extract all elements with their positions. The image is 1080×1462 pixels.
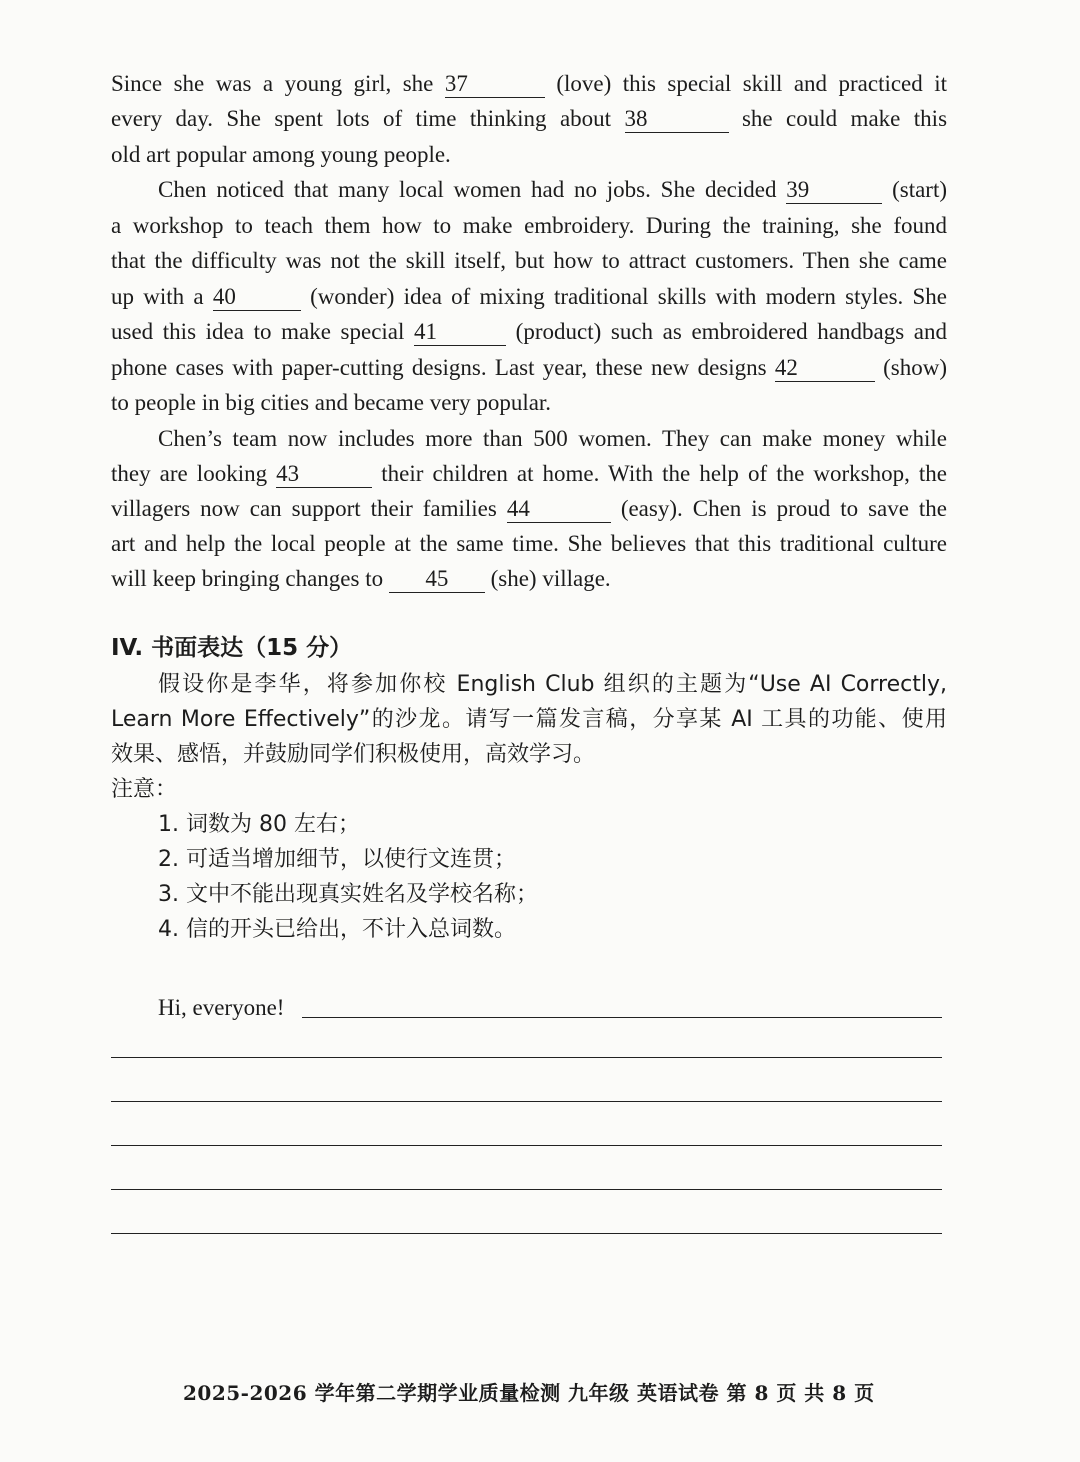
passage-line-8: [111, 317, 947, 347]
passage-line-6: that the difficulty was not the skill itself, but how to attract customers. Then she came: [111, 248, 947, 273]
passage-line-4: [158, 175, 947, 205]
passage-line-9: [111, 353, 947, 383]
writing-line[interactable]: [111, 1233, 942, 1234]
text: (wonder) idea of mixing traditional skills with modern styles. She: [310, 284, 948, 309]
blank-39: 39: [786, 177, 882, 204]
section-title: IV. 书面表达（15 分）: [111, 635, 353, 661]
passage-line-5: a workshop to teach them how to make embroidery. During the training, she found: [111, 213, 947, 238]
text: phone cases with paper-cutting designs. Last year, these new designs: [111, 355, 767, 380]
text: she could make this: [741, 106, 948, 131]
text: every day. She spent lots of time thinking about: [111, 106, 612, 131]
writing-line[interactable]: [111, 1057, 942, 1058]
text: used this idea to make special: [111, 319, 405, 344]
note-item: 1. 词数为 80 左右；: [158, 812, 360, 837]
writing-line[interactable]: [111, 1145, 942, 1146]
text: (show): [883, 355, 948, 380]
blank-37: 37: [445, 71, 545, 98]
text: (she) village.: [490, 566, 611, 591]
note-item: 4. 信的开头已给出，不计入总词数。: [158, 917, 516, 942]
passage-line-3: old art popular among young people.: [111, 142, 451, 167]
text: Chen noticed that many local women had no jobs. She decided: [158, 177, 777, 202]
greeting: Hi, everyone!: [158, 995, 285, 1020]
passage-line-2: [111, 104, 947, 134]
page-footer: 2025-2026 学年第二学期学业质量检测 九年级 英语试卷 第 8 页 共 8 页: [183, 1381, 875, 1405]
blank-45: 45: [389, 566, 485, 593]
note-label: 注意：: [111, 777, 178, 802]
passage-line-10: to people in big cities and became very popular.: [111, 390, 552, 415]
text: (love) this special skill and practiced it: [556, 71, 948, 96]
passage-line-12: [111, 459, 947, 489]
text: (start): [892, 177, 947, 202]
text: villagers now can support their families: [111, 496, 497, 521]
text: (product) such as embroidered handbags and: [515, 319, 948, 344]
text: (easy). Chen is proud to save the: [620, 496, 948, 521]
writing-line[interactable]: [111, 1101, 942, 1102]
passage-line-1: [111, 69, 947, 99]
blank-42: 42: [775, 355, 875, 382]
blank-40: 40: [213, 284, 301, 311]
text: up with a: [111, 284, 204, 309]
passage-line-11: Chen’s team now includes more than 500 women. They can make money while: [158, 426, 947, 451]
text: they are looking: [111, 461, 268, 486]
prompt-line-2: Learn More Effectively”的沙龙。请写一篇发言稿，分享某 AI 工具的功能、使用: [111, 707, 947, 732]
text: their children at home. With the help of the workshop, the: [381, 461, 948, 486]
prompt-line-1: 假设你是李华，将参加你校 English Club 组织的主题为“Use AI Correctly,: [158, 672, 947, 697]
text: will keep bringing changes to: [111, 566, 384, 591]
note-item: 3. 文中不能出现真实姓名及学校名称；: [158, 882, 538, 907]
prompt-line-3: 效果、感悟，并鼓励同学们积极使用，高效学习。: [111, 742, 596, 767]
text: Since she was a young girl, she: [111, 71, 434, 96]
blank-41: 41: [414, 319, 506, 346]
blank-44: 44: [507, 496, 611, 523]
passage-line-7: [111, 282, 947, 312]
blank-43: 43: [276, 461, 372, 488]
passage-line-13: [111, 494, 947, 524]
note-item: 2. 可适当增加细节，以使行文连贯；: [158, 847, 516, 872]
passage-line-14: art and help the local people at the same time. She believes that this traditional culture: [111, 531, 947, 556]
passage-line-15: [111, 564, 947, 594]
blank-38: 38: [625, 106, 729, 133]
writing-line[interactable]: [111, 1189, 942, 1190]
writing-line[interactable]: [302, 1017, 942, 1018]
